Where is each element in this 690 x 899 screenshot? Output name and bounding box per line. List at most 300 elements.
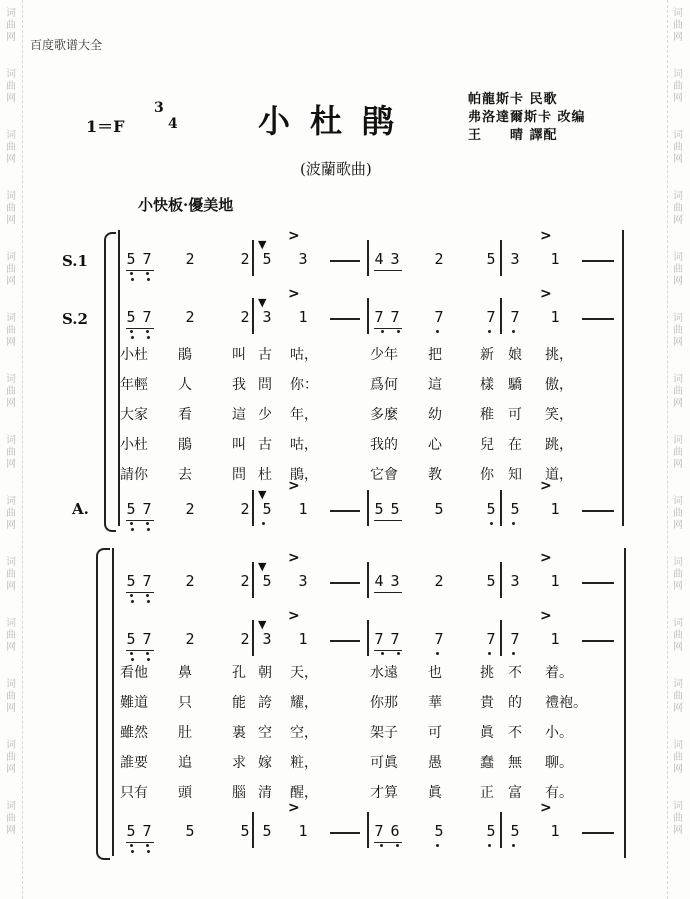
lyric-syllable: 空	[258, 725, 272, 741]
note: 5	[434, 822, 444, 840]
watermark-text: 词 曲 网	[6, 69, 16, 104]
bar-line	[252, 620, 254, 656]
note: 6	[390, 822, 400, 840]
lyric-syllable: 娘	[508, 347, 522, 363]
note: 3	[262, 630, 272, 648]
lyric-syllable: 鼻	[178, 665, 192, 681]
note: 2	[185, 630, 195, 648]
lyric-syllable: 鵑	[178, 347, 192, 363]
octave-dot	[146, 652, 149, 655]
sustain-dash	[582, 640, 614, 642]
octave-dot	[131, 278, 134, 281]
note: 5	[262, 500, 272, 518]
octave-dot	[147, 658, 150, 661]
bar-line	[500, 298, 502, 334]
watermark-text: 词 曲 网	[673, 313, 683, 348]
lyric-syllable: 空，	[290, 725, 318, 741]
lyric-syllable: 腦	[232, 785, 246, 801]
octave-dot	[130, 594, 133, 597]
note: 1	[550, 250, 560, 268]
lyric-syllable: 頭	[178, 785, 192, 801]
note: 5	[126, 822, 136, 840]
note: 5	[434, 500, 444, 518]
lyric-syllable: 裏	[232, 725, 246, 741]
lyric-syllable: 天，	[290, 665, 318, 681]
lyric-syllable: 只	[178, 695, 192, 711]
note: 5	[262, 572, 272, 590]
part-label-a: A.	[72, 500, 89, 518]
octave-dot	[146, 330, 149, 333]
sustain-dash	[330, 640, 360, 642]
bar-line	[500, 490, 502, 526]
note: 5	[126, 250, 136, 268]
bar-line	[252, 812, 254, 848]
lyric-syllable: 的	[508, 695, 522, 711]
note: 2	[185, 308, 195, 326]
note: 7	[434, 630, 444, 648]
lyric-syllable: 道，	[545, 467, 573, 483]
octave-dot	[147, 600, 150, 603]
meter-denominator: 4	[168, 116, 178, 132]
lyric-syllable: 驕	[508, 377, 522, 393]
end-bar-line	[622, 230, 624, 526]
watermark-text: 词 曲 网	[673, 130, 683, 165]
beat-underline	[126, 520, 154, 521]
note: 3	[390, 572, 400, 590]
lyric-syllable: 教	[428, 467, 442, 483]
lyric-syllable: 無	[508, 755, 522, 771]
note: 4	[374, 572, 384, 590]
accent-mark: >	[288, 228, 300, 244]
lyric-syllable: 誰要	[120, 755, 148, 771]
note: 7	[510, 630, 520, 648]
bar-line	[367, 562, 369, 598]
note: 5	[126, 572, 136, 590]
lyric-syllable: 你	[480, 467, 494, 483]
sustain-dash	[330, 582, 360, 584]
sustain-dash	[582, 510, 614, 512]
watermark-text: 词 曲 网	[673, 374, 683, 409]
octave-dot	[512, 330, 515, 333]
lyric-syllable: 聊。	[545, 755, 573, 771]
note: 5	[374, 500, 384, 518]
octave-dot	[131, 600, 134, 603]
lyric-syllable: 嫁	[258, 755, 272, 771]
watermark-text: 词 曲 网	[6, 313, 16, 348]
lyric-syllable: 新	[480, 347, 494, 363]
note: 7	[374, 308, 384, 326]
lyric-syllable: 挑	[480, 665, 494, 681]
lyric-syllable: 蠢	[480, 755, 494, 771]
octave-dot	[262, 522, 265, 525]
lyric-syllable: 問	[232, 467, 246, 483]
note: 5	[486, 822, 496, 840]
credit-line-folk: 帕龍斯卡 民歌	[468, 92, 558, 107]
watermark-text: 词 曲 网	[6, 679, 16, 714]
watermark-text: 词 曲 网	[6, 374, 16, 409]
note: 5	[510, 822, 520, 840]
octave-dot	[147, 850, 150, 853]
lyric-syllable: 咕，	[290, 347, 318, 363]
lyric-syllable: 挑，	[545, 347, 573, 363]
lyric-syllable: 求	[232, 755, 246, 771]
lyric-syllable: 不	[508, 665, 522, 681]
octave-dot	[147, 528, 150, 531]
lyric-syllable: 問	[258, 377, 272, 393]
part-label-s2: S.2	[62, 310, 88, 328]
lyric-syllable: 你：	[290, 377, 318, 393]
watermark-text: 词 曲 网	[6, 557, 16, 592]
note: 7	[142, 250, 152, 268]
octave-dot	[381, 652, 384, 655]
lyric-syllable: 能	[232, 695, 246, 711]
lyric-syllable: 正	[480, 785, 494, 801]
lyric-syllable: 醒，	[290, 785, 318, 801]
bar-line	[252, 240, 254, 276]
bar-line	[500, 240, 502, 276]
lyric-syllable: 架子	[370, 725, 398, 741]
watermark-text: 词 曲 网	[6, 130, 16, 165]
watermark-text: 词 曲 网	[6, 496, 16, 531]
lyric-syllable: 才算	[370, 785, 398, 801]
note: 7	[142, 822, 152, 840]
accent-mark: >	[540, 608, 552, 624]
lyric-syllable: 年輕	[120, 377, 148, 393]
note: 7	[434, 308, 444, 326]
lyric-syllable: 笑，	[545, 407, 573, 423]
end-bar-line	[624, 548, 626, 858]
note: 1	[550, 308, 560, 326]
credit-line-arranger: 弗洛達爾斯卡 改编	[468, 110, 586, 125]
lyric-syllable: 去	[178, 467, 192, 483]
octave-dot	[490, 522, 493, 525]
note: 3	[390, 250, 400, 268]
site-label: 百度歌谱大全	[30, 38, 103, 52]
watermark-text: 词 曲 网	[673, 679, 683, 714]
watermark-text: 词 曲 网	[673, 69, 683, 104]
lyric-syllable: 這	[232, 407, 246, 423]
lyric-syllable: 這	[428, 377, 442, 393]
note: 1	[550, 500, 560, 518]
lyric-syllable: 清	[258, 785, 272, 801]
watermark-text: 词 曲 网	[673, 801, 683, 836]
note: 7	[142, 500, 152, 518]
bar-line	[367, 812, 369, 848]
staff-left-line	[112, 548, 114, 856]
lyric-syllable: 小杜	[120, 437, 148, 453]
bar-line	[500, 562, 502, 598]
lyric-syllable: 兒	[480, 437, 494, 453]
note: 2	[185, 250, 195, 268]
note: 2	[434, 250, 444, 268]
watermark-text: 词 曲 网	[6, 8, 16, 43]
note: 7	[374, 630, 384, 648]
sustain-dash	[330, 260, 360, 262]
credit-line-translator: 王 晴 譯配	[468, 128, 558, 143]
octave-dot	[512, 522, 515, 525]
note: 1	[298, 308, 308, 326]
watermark-text: 词 曲 网	[673, 618, 683, 653]
watermark-text: 词 曲 网	[6, 801, 16, 836]
note: 1	[298, 822, 308, 840]
note: 5	[262, 250, 272, 268]
lyric-syllable: 知	[508, 467, 522, 483]
bar-line	[367, 240, 369, 276]
lyric-syllable: 朝	[258, 665, 272, 681]
lyric-syllable: 愚	[428, 755, 442, 771]
octave-dot	[396, 844, 399, 847]
note: 5	[390, 500, 400, 518]
lyric-syllable: 在	[508, 437, 522, 453]
beat-underline	[374, 520, 402, 521]
note: 2	[185, 500, 195, 518]
lyric-syllable: 人	[178, 377, 192, 393]
beat-underline	[126, 842, 154, 843]
note: 7	[374, 822, 384, 840]
watermark-text: 词 曲 网	[6, 618, 16, 653]
lyric-syllable: 難道	[120, 695, 148, 711]
note: 5	[185, 822, 195, 840]
lyric-syllable: 看	[178, 407, 192, 423]
watermark-text: 词 曲 网	[673, 191, 683, 226]
note: 4	[374, 250, 384, 268]
accent-mark: >	[288, 286, 300, 302]
lyric-syllable: 眞	[480, 725, 494, 741]
lyric-syllable: 古	[258, 347, 272, 363]
song-title: 小杜鹃	[258, 102, 415, 140]
lyric-syllable: 大家	[120, 407, 148, 423]
octave-dot	[488, 844, 491, 847]
sustain-dash	[582, 318, 614, 320]
note: 7	[142, 308, 152, 326]
accent-mark: >	[288, 608, 300, 624]
key-signature: 1＝F	[86, 117, 125, 136]
octave-dot	[488, 652, 491, 655]
lyric-syllable: 年，	[290, 407, 318, 423]
octave-dot	[397, 652, 400, 655]
watermark-text: 词 曲 网	[673, 252, 683, 287]
lyric-syllable: 肚	[178, 725, 192, 741]
accent-mark: >	[540, 228, 552, 244]
note: 1	[550, 822, 560, 840]
lyric-syllable: 杜	[258, 467, 272, 483]
lyric-syllable: 叫	[232, 347, 246, 363]
note: 3	[262, 308, 272, 326]
lyric-syllable: 少年	[370, 347, 398, 363]
octave-dot	[436, 330, 439, 333]
accent-mark: >	[540, 286, 552, 302]
sustain-dash	[582, 832, 614, 834]
note: 2	[240, 250, 250, 268]
tenuto-mark: ▼	[258, 488, 267, 501]
bar-line	[500, 620, 502, 656]
watermark-text: 词 曲 网	[673, 557, 683, 592]
lyric-syllable: 樣	[480, 377, 494, 393]
beat-underline	[126, 270, 154, 271]
octave-dot	[131, 658, 134, 661]
octave-dot	[131, 528, 134, 531]
watermark-text: 词 曲 网	[6, 252, 16, 287]
beat-underline	[374, 842, 402, 843]
lyric-syllable: 追	[178, 755, 192, 771]
watermark-text: 词 曲 网	[6, 740, 16, 775]
note: 7	[486, 308, 496, 326]
accent-mark: >	[288, 800, 300, 816]
beat-underline	[126, 650, 154, 651]
tenuto-mark: ▼	[258, 238, 267, 251]
lyric-syllable: 你那	[370, 695, 398, 711]
lyric-syllable: 我的	[370, 437, 398, 453]
note: 3	[298, 572, 308, 590]
watermark-text: 词 曲 网	[673, 435, 683, 470]
lyric-syllable: 有。	[545, 785, 573, 801]
bar-line	[252, 490, 254, 526]
tenuto-mark: ▼	[258, 560, 267, 573]
meter-numerator: 3	[154, 100, 164, 116]
note: 1	[550, 630, 560, 648]
lyric-syllable: 只有	[120, 785, 148, 801]
note: 7	[390, 630, 400, 648]
lyric-syllable: 心	[428, 437, 442, 453]
note: 5	[510, 500, 520, 518]
lyric-syllable: 富	[508, 785, 522, 801]
note: 5	[486, 572, 496, 590]
octave-dot	[130, 330, 133, 333]
sustain-dash	[330, 832, 360, 834]
note: 1	[298, 630, 308, 648]
lyric-syllable: 多麼	[370, 407, 398, 423]
lyric-syllable: 古	[258, 437, 272, 453]
octave-dot	[146, 272, 149, 275]
watermark-text: 词 曲 网	[6, 191, 16, 226]
lyric-syllable: 誇	[258, 695, 272, 711]
lyric-syllable: 可眞	[370, 755, 398, 771]
lyric-syllable: 可	[508, 407, 522, 423]
part-label-s1: S.1	[62, 252, 88, 270]
lyric-syllable: 華	[428, 695, 442, 711]
lyric-syllable: 着。	[545, 665, 573, 681]
bar-line	[252, 562, 254, 598]
lyric-syllable: 鵑	[178, 437, 192, 453]
beat-underline	[126, 328, 154, 329]
octave-dot	[512, 844, 515, 847]
beat-underline	[374, 592, 402, 593]
bar-line	[367, 490, 369, 526]
system-brace	[96, 548, 110, 860]
time-signature	[154, 100, 178, 132]
octave-dot	[436, 844, 439, 847]
watermark-text: 词 曲 网	[673, 8, 683, 43]
bar-line	[367, 620, 369, 656]
lyric-syllable: 叫	[232, 437, 246, 453]
octave-dot	[488, 330, 491, 333]
bar-line	[252, 298, 254, 334]
lyric-syllable: 鵑，	[290, 467, 318, 483]
octave-dot	[130, 272, 133, 275]
note: 5	[126, 500, 136, 518]
note: 2	[240, 308, 250, 326]
note: 2	[240, 500, 250, 518]
beat-underline	[374, 650, 402, 651]
sustain-dash	[582, 260, 614, 262]
accent-mark: >	[540, 550, 552, 566]
octave-dot	[380, 844, 383, 847]
octave-dot	[131, 336, 134, 339]
lyric-syllable: 請你	[120, 467, 148, 483]
lyric-syllable: 爲何	[370, 377, 398, 393]
tempo-marking: 小快板·優美地	[138, 196, 234, 214]
accent-mark: >	[540, 800, 552, 816]
beat-underline	[126, 592, 154, 593]
lyric-syllable: 不	[508, 725, 522, 741]
sustain-dash	[330, 510, 360, 512]
note: 7	[510, 308, 520, 326]
sustain-dash	[330, 318, 360, 320]
song-subtitle: (波蘭歌曲)	[300, 160, 372, 178]
lyric-syllable: 把	[428, 347, 442, 363]
watermark-text: 词 曲 网	[673, 740, 683, 775]
lyric-syllable: 我	[232, 377, 246, 393]
note: 7	[486, 630, 496, 648]
note: 5	[486, 500, 496, 518]
lyric-syllable: 稚	[480, 407, 494, 423]
note: 2	[240, 630, 250, 648]
lyric-syllable: 眞	[428, 785, 442, 801]
tenuto-mark: ▼	[258, 296, 267, 309]
note: 7	[142, 572, 152, 590]
octave-dot	[147, 278, 150, 281]
octave-dot	[146, 522, 149, 525]
lyric-syllable: 傲，	[545, 377, 573, 393]
lyric-syllable: 水遠	[370, 665, 398, 681]
octave-dot	[130, 652, 133, 655]
note: 2	[185, 572, 195, 590]
note: 1	[550, 572, 560, 590]
octave-dot	[130, 844, 133, 847]
note: 7	[390, 308, 400, 326]
note: 5	[126, 630, 136, 648]
note: 3	[298, 250, 308, 268]
system-brace	[104, 232, 116, 532]
lyric-syllable: 貴	[480, 695, 494, 711]
lyric-syllable: 跳，	[545, 437, 573, 453]
lyric-syllable: 雖然	[120, 725, 148, 741]
octave-dot	[397, 330, 400, 333]
lyric-syllable: 粧，	[290, 755, 318, 771]
beat-underline	[374, 328, 402, 329]
lyric-syllable: 幼	[428, 407, 442, 423]
watermark-text: 词 曲 网	[673, 496, 683, 531]
lyric-syllable: 它會	[370, 467, 398, 483]
note: 3	[510, 250, 520, 268]
note: 5	[486, 250, 496, 268]
lyric-syllable: 咕，	[290, 437, 318, 453]
accent-mark: >	[288, 550, 300, 566]
accent-mark: >	[288, 478, 300, 494]
note: 1	[298, 500, 308, 518]
lyric-syllable: 小。	[545, 725, 573, 741]
lyric-syllable: 孔	[232, 665, 246, 681]
octave-dot	[436, 652, 439, 655]
watermark-text: 词 曲 网	[6, 435, 16, 470]
note: 2	[240, 572, 250, 590]
accent-mark: >	[540, 478, 552, 494]
tenuto-mark: ▼	[258, 618, 267, 631]
octave-dot	[130, 522, 133, 525]
note: 3	[510, 572, 520, 590]
octave-dot	[381, 330, 384, 333]
sustain-dash	[582, 582, 614, 584]
